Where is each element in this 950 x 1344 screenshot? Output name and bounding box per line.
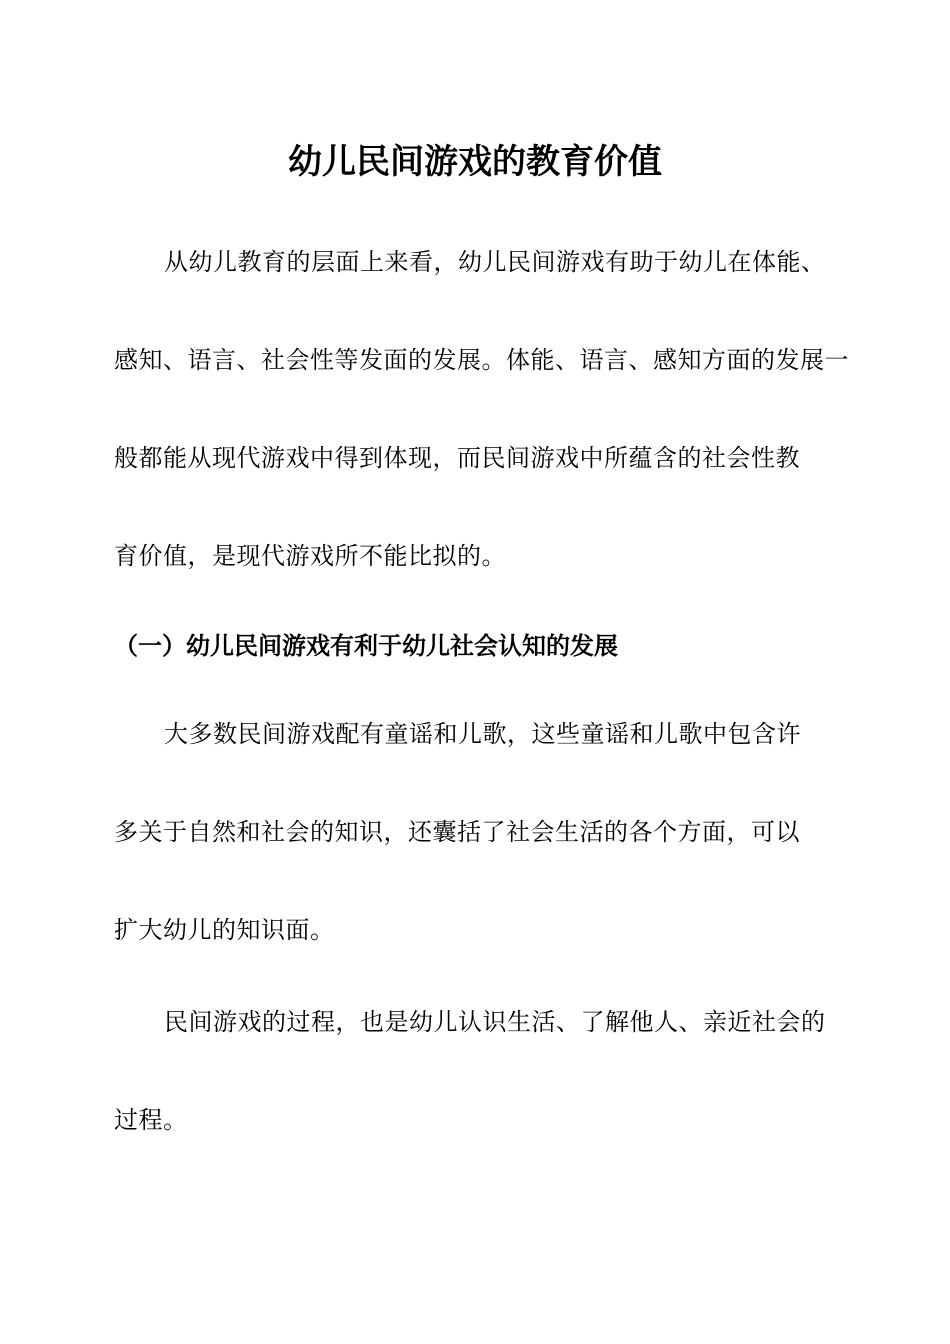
- paragraph-line: 民间游戏的过程，也是幼儿认识生活、了解他人、亲近社会的: [164, 1008, 826, 1036]
- paragraph-line: 过程。: [114, 1106, 188, 1134]
- paragraph-line: 从幼儿教育的层面上来看，幼儿民间游戏有助于幼儿在体能、: [164, 248, 826, 276]
- paragraph-line: 多关于自然和社会的知识，还囊括了社会生活的各个方面，可以: [114, 818, 800, 846]
- paragraph-line: 育价值，是现代游戏所不能比拟的。: [114, 542, 506, 570]
- paragraph-line: 扩大幼儿的知识面。: [114, 916, 335, 944]
- paragraph-line: 大多数民间游戏配有童谣和儿歌，这些童谣和儿歌中包含许: [164, 720, 801, 748]
- section-heading: （一）幼儿民间游戏有利于幼儿社会认知的发展: [114, 632, 618, 660]
- page-title: 幼儿民间游戏的教育价值: [288, 142, 662, 182]
- paragraph-line: 感知、语言、社会性等发面的发展。体能、语言、感知方面的发展一: [114, 346, 849, 374]
- paragraph-line: 般都能从现代游戏中得到体现，而民间游戏中所蕴含的社会性教: [114, 444, 800, 472]
